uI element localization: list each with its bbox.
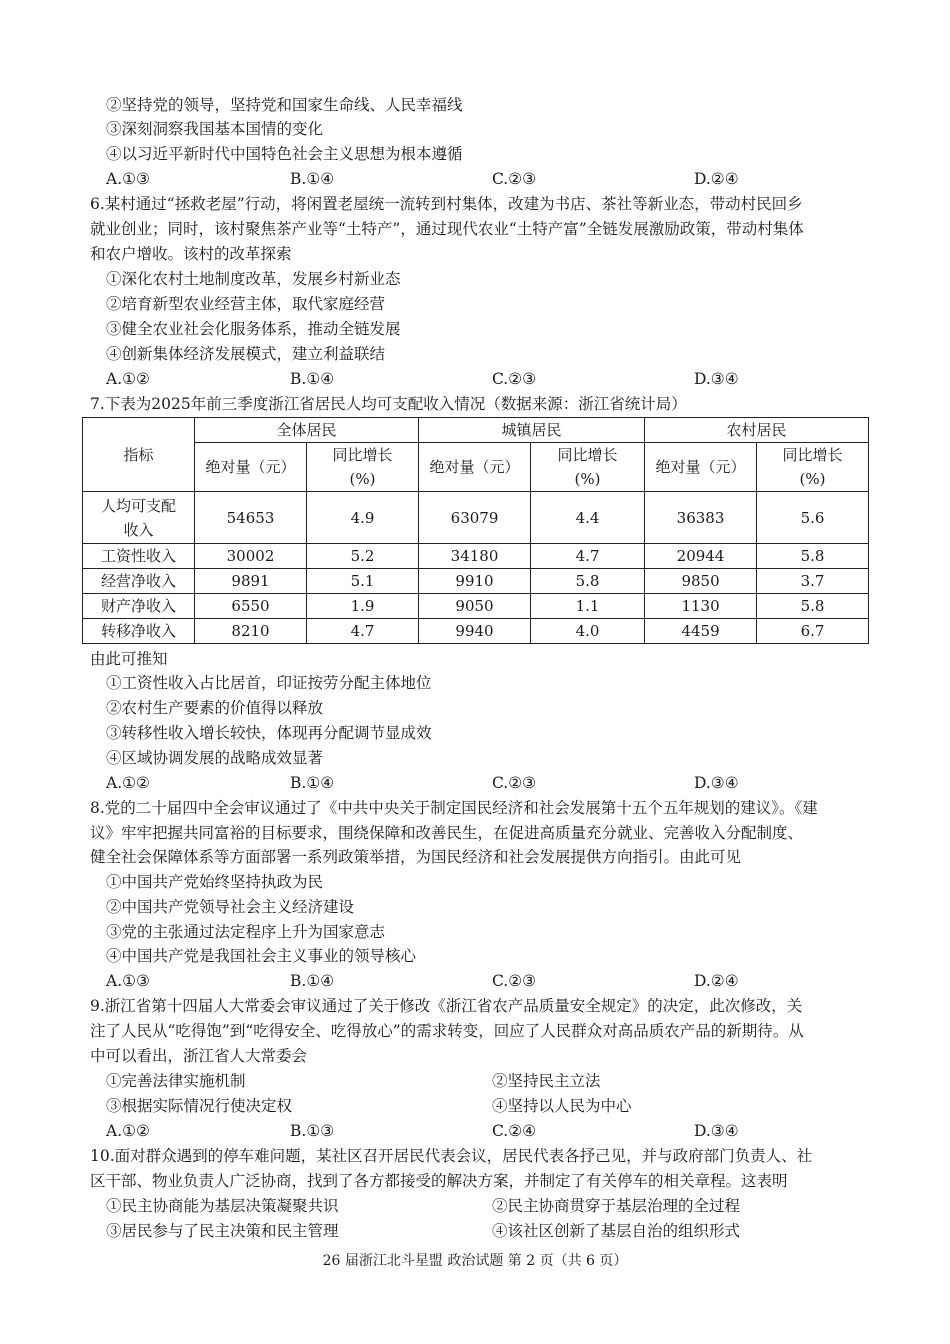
col-header-growth: [757, 443, 869, 492]
q9-option-4: ④坚持以人民为中心: [492, 1097, 632, 1115]
q8-choice-c: C.②③: [492, 972, 537, 990]
q8-option-3: ③党的主张通过法定程序上升为国家意志: [106, 923, 386, 941]
q9-choice-a: A.①②: [106, 1122, 150, 1140]
q9-stem-line-3: 中可以看出，浙江省人大常委会: [90, 1047, 308, 1065]
q5-option-2: ②坚持党的领导，坚持党和国家生命线、人民幸福线: [106, 96, 463, 114]
q7-choice-d: D.③④: [694, 774, 739, 792]
table-cell: 34180: [419, 544, 531, 569]
table-cell: 8210: [195, 619, 307, 644]
table-cell: 6550: [195, 594, 307, 619]
table-row: [83, 569, 869, 594]
q5-choice-a: A.①③: [106, 170, 150, 188]
growth-label: 同比增长: [332, 446, 393, 464]
table-cell: 4.7: [531, 544, 645, 569]
q6-stem-line-1: 6.某村通过“拯救老屋”行动，将闲置老屋统一流转到村集体，改建为书店、茶社等新业态，带动村民回乡: [90, 195, 803, 213]
table-cell: 4.0: [531, 619, 645, 644]
q6-option-1: ①深化农村土地制度改革，发展乡村新业态: [106, 270, 401, 288]
group-header-rural: 农村居民: [645, 418, 869, 443]
row-label: 经营净收入: [83, 569, 195, 594]
row-label: [83, 492, 195, 544]
table-cell: 9891: [195, 569, 307, 594]
table-row: [83, 544, 869, 569]
q8-option-2: ②中国共产党领导社会主义经济建设: [106, 898, 355, 916]
growth-label: 同比增长: [782, 446, 843, 464]
q6-stem-line-3: 和农户增收。该村的改革探索: [90, 245, 292, 263]
table-cell: 1130: [645, 594, 757, 619]
q5-choice-b: B.①④: [290, 170, 335, 188]
q8-stem-line-1: 8.党的二十届四中全会审议通过了《中共中央关于制定国民经济和社会发展第十五个五年规划的建议》。《建: [90, 799, 818, 817]
growth-unit: (%): [574, 470, 601, 488]
table-row: [83, 594, 869, 619]
q7-choice-b: B.①④: [290, 774, 335, 792]
table-cell: 9850: [645, 569, 757, 594]
q6-option-3: ③健全农业社会化服务体系，推动全链发展: [106, 320, 401, 338]
table-cell: 4459: [645, 619, 757, 644]
q8-stem-line-3: 健全社会保障体系等方面部署一系列政策举措，为国民经济和社会发展提供方向指引。由此可见: [90, 848, 742, 866]
q6-choice-a: A.①②: [106, 370, 150, 388]
table-cell: 4.9: [307, 492, 419, 544]
q8-choice-d: D.②④: [694, 972, 739, 990]
table-row: [83, 619, 869, 644]
col-header-growth: [307, 443, 419, 492]
q10-option-2: ②民主协商贯穿于基层治理的全过程: [492, 1197, 741, 1215]
q7-choice-c: C.②③: [492, 774, 537, 792]
group-header-all: 全体居民: [195, 418, 419, 443]
table-cell: 20944: [645, 544, 757, 569]
row-label: 转移净收入: [83, 619, 195, 644]
q10-option-3: ③居民参与了民主决策和民主管理: [106, 1222, 339, 1240]
table-cell: 54653: [195, 492, 307, 544]
col-header-abs: 绝对量（元）: [645, 443, 757, 492]
table-cell: 5.8: [531, 569, 645, 594]
q10-stem-line-1: 10.面对群众遇到的停车难问题，某社区召开居民代表会议，居民代表各抒己见，并与政府部门负责人、社: [90, 1147, 813, 1165]
q9-choice-c: C.②④: [492, 1122, 537, 1140]
q10-stem-line-2: 区干部、物业负责人广泛协商，找到了各方都接受的解决方案，并制定了有关停车的相关章程。这表明: [90, 1172, 788, 1190]
q10-option-4: ④该社区创新了基层自治的组织形式: [492, 1222, 741, 1240]
q7-option-4: ④区域协调发展的战略成效显著: [106, 749, 324, 767]
table-cell: 63079: [419, 492, 531, 544]
table-cell: 5.8: [757, 594, 869, 619]
col-header-abs: 绝对量（元）: [195, 443, 307, 492]
q7-stem: 7.下表为2025年前三季度浙江省居民人均可支配收入情况（数据来源：浙江省统计局）: [90, 395, 687, 413]
group-header-urban: 城镇居民: [419, 418, 645, 443]
growth-unit: (%): [349, 470, 376, 488]
table-cell: 5.8: [757, 544, 869, 569]
q9-option-2: ②坚持民主立法: [492, 1072, 601, 1090]
table-cell: 3.7: [757, 569, 869, 594]
q8-option-1: ①中国共产党始终坚持执政为民: [106, 873, 324, 891]
q6-option-2: ②培育新型农业经营主体，取代家庭经营: [106, 295, 386, 313]
q7-option-1: ①工资性收入占比居首，印证按劳分配主体地位: [106, 674, 432, 692]
table-corner-header: 指标: [83, 418, 195, 492]
row-label-line-2: 收入: [123, 520, 154, 539]
q7-lead: 由此可推知: [90, 650, 168, 668]
table-cell: 36383: [645, 492, 757, 544]
income-table: [82, 417, 869, 644]
table-cell: 4.7: [307, 619, 419, 644]
q6-choice-b: B.①④: [290, 370, 335, 388]
table-row: [83, 492, 869, 544]
q7-option-2: ②农村生产要素的价值得以释放: [106, 699, 324, 717]
page-footer: 26 届浙江北斗星盟 政治试题 第 2 页（共 6 页）: [322, 1253, 628, 1269]
table-cell: 9910: [419, 569, 531, 594]
growth-label: 同比增长: [557, 446, 618, 464]
table-cell: 5.6: [757, 492, 869, 544]
q7-option-3: ③转移性收入增长较快，体现再分配调节显成效: [106, 724, 432, 742]
col-header-abs: 绝对量（元）: [419, 443, 531, 492]
q8-option-4: ④中国共产党是我国社会主义事业的领导核心: [106, 947, 417, 965]
q9-choice-d: D.③④: [694, 1122, 739, 1140]
row-label: 工资性收入: [83, 544, 195, 569]
q9-option-3: ③根据实际情况行使决定权: [106, 1097, 293, 1115]
table-cell: 1.1: [531, 594, 645, 619]
table-cell: 9050: [419, 594, 531, 619]
q10-option-1: ①民主协商能为基层决策凝聚共识: [106, 1197, 339, 1215]
q5-option-4: ④以习近平新时代中国特色社会主义思想为根本遵循: [106, 145, 463, 163]
q6-stem-line-2: 就业创业；同时，该村聚焦茶产业等“土特产”，通过现代农业“土特产富”全链发展激励政策，带动村集体: [90, 220, 804, 238]
q8-choice-b: B.①④: [290, 972, 335, 990]
q8-choice-a: A.①③: [106, 972, 150, 990]
q9-stem-line-2: 注了人民从“吃得饱”到“吃得安全、吃得放心”的需求转变，回应了人民群众对高品质农产品的新期待。从: [90, 1022, 804, 1040]
table-cell: 9940: [419, 619, 531, 644]
q9-choice-b: B.①③: [290, 1122, 335, 1140]
q8-stem-line-2: 议》牢牢把握共同富裕的目标要求，围绕保障和改善民生，在促进高质量充分就业、完善收入分配制度、: [90, 824, 804, 842]
q6-choice-d: D.③④: [694, 370, 739, 388]
q9-option-1: ①完善法律实施机制: [106, 1072, 246, 1090]
table-cell: 5.1: [307, 569, 419, 594]
col-header-growth: [531, 443, 645, 492]
q7-choice-a: A.①②: [106, 774, 150, 792]
table-cell: 5.2: [307, 544, 419, 569]
row-label: 财产净收入: [83, 594, 195, 619]
q6-option-4: ④创新集体经济发展模式，建立利益联结: [106, 345, 386, 363]
table-cell: 1.9: [307, 594, 419, 619]
q5-choice-c: C.②③: [492, 170, 537, 188]
table-cell: 4.4: [531, 492, 645, 544]
q5-choice-d: D.②④: [694, 170, 739, 188]
q5-option-3: ③深刻洞察我国基本国情的变化: [106, 120, 324, 138]
q6-choice-c: C.②③: [492, 370, 537, 388]
growth-unit: (%): [799, 470, 826, 488]
q9-stem-line-1: 9.浙江省第十四届人大常委会审议通过了关于修改《浙江省农产品质量安全规定》的决定，此次修改，关: [90, 997, 803, 1015]
table-cell: 30002: [195, 544, 307, 569]
row-label-line-1: 人均可支配: [100, 496, 176, 515]
table-cell: 6.7: [757, 619, 869, 644]
